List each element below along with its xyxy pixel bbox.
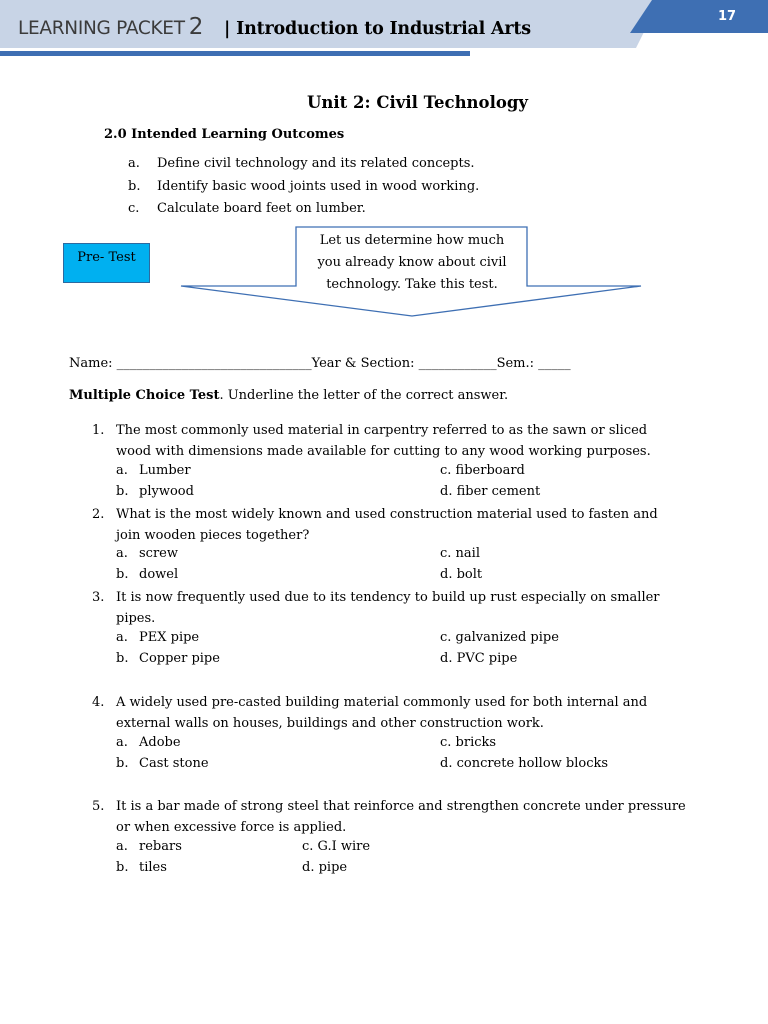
choice: c. G.I wire	[302, 839, 371, 854]
choice-text: Lumber	[139, 463, 191, 478]
pretest-label-box: Pre- Test	[63, 243, 150, 283]
choice	[116, 630, 199, 645]
question-text: What is the most widely known and used construction material used to fasten and	[116, 507, 658, 522]
outcomes-heading: 2.0 Intended Learning Outcomes	[104, 127, 345, 142]
question-text: The most commonly used material in carpentry referred to as the sawn or sliced	[116, 423, 648, 438]
instructions-bold: Multiple Choice Test	[69, 388, 220, 403]
question-number: 2.	[92, 507, 105, 522]
outcome-text: Define civil technology and its related concepts.	[157, 156, 475, 171]
choice-letter: a.	[116, 735, 128, 750]
course-title-text: Introduction to Industrial Arts	[236, 19, 531, 39]
question-text: It is now frequently used due to its tendency to build up rust especially on smaller	[116, 590, 660, 605]
choice	[116, 463, 191, 478]
choice-text: Adobe	[139, 735, 181, 750]
callout-line: Let us determine how much	[319, 233, 505, 248]
question-number: 5.	[92, 799, 105, 814]
choice	[116, 839, 182, 854]
question-number: 4.	[92, 695, 105, 710]
choice-text: plywood	[139, 484, 194, 499]
choice: d. PVC pipe	[440, 651, 518, 666]
question-number: 3.	[92, 590, 105, 605]
question-text: It is a bar made of strong steel that reinforce and strengthen concrete under pressure	[116, 799, 686, 814]
page-number: 17	[718, 9, 737, 24]
choice: d. concrete hollow blocks	[440, 756, 609, 771]
question-number: 1.	[92, 423, 105, 438]
choice-letter: b.	[116, 651, 129, 666]
choice-text: rebars	[139, 839, 182, 854]
choice-text: tiles	[139, 860, 167, 875]
header-separator: |	[224, 19, 231, 39]
question-text: pipes.	[116, 611, 156, 626]
question-text: wood with dimensions made available for cutting to any wood working purposes.	[116, 444, 651, 459]
choice: c. nail	[440, 546, 480, 561]
choice: c. bricks	[440, 735, 497, 750]
choice-letter: b.	[116, 756, 129, 771]
instructions-rest: . Underline the letter of the correct answer.	[219, 388, 509, 403]
choice	[116, 735, 181, 750]
choice	[116, 651, 220, 666]
outcome-letter: a.	[128, 156, 140, 171]
choice-letter: a.	[116, 630, 128, 645]
unit-title: Unit 2: Civil Technology	[307, 93, 528, 112]
choice-letter: a.	[116, 463, 128, 478]
choice-letter: b.	[116, 567, 129, 582]
outcome-letter: c.	[128, 201, 140, 216]
choice-text: screw	[139, 546, 178, 561]
question-text: external walls on houses, buildings and other construction work.	[116, 716, 544, 731]
callout-line: technology. Take this test.	[326, 277, 498, 292]
outcome-text: Identify basic wood joints used in wood working.	[157, 179, 480, 194]
choice-letter: b.	[116, 860, 129, 875]
choice-letter: b.	[116, 484, 129, 499]
packet-label-text: LEARNING PACKET	[18, 18, 185, 39]
choice-text: Copper pipe	[139, 651, 220, 666]
outcome-letter: b.	[128, 179, 141, 194]
choice-text: dowel	[139, 567, 179, 582]
choice	[116, 860, 167, 875]
choice-text: PEX pipe	[139, 630, 200, 645]
name-section-line: Name: ______________________________Year & Section: ____________Sem.: _____	[69, 356, 571, 371]
choice	[116, 756, 209, 771]
choice-letter: a.	[116, 546, 128, 561]
callout-text	[298, 230, 526, 296]
question-text: join wooden pieces together?	[116, 528, 310, 543]
choice-letter: a.	[116, 839, 128, 854]
question-text: or when excessive force is applied.	[116, 820, 347, 835]
packet-number: 2	[188, 14, 204, 40]
question-text: A widely used pre-casted building material commonly used for both internal and	[116, 695, 648, 710]
outcome-text: Calculate board feet on lumber.	[157, 201, 366, 216]
choice: c. galvanized pipe	[440, 630, 559, 645]
choice: c. fiberboard	[440, 463, 525, 478]
choice: d. fiber cement	[440, 484, 541, 499]
choice: d. pipe	[302, 860, 348, 875]
choice	[116, 546, 178, 561]
choice-text: Cast stone	[139, 756, 209, 771]
choice: d. bolt	[440, 567, 483, 582]
test-instructions	[69, 388, 508, 403]
choice	[116, 567, 178, 582]
choice	[116, 484, 194, 499]
callout-line: you already know about civil	[317, 255, 507, 270]
